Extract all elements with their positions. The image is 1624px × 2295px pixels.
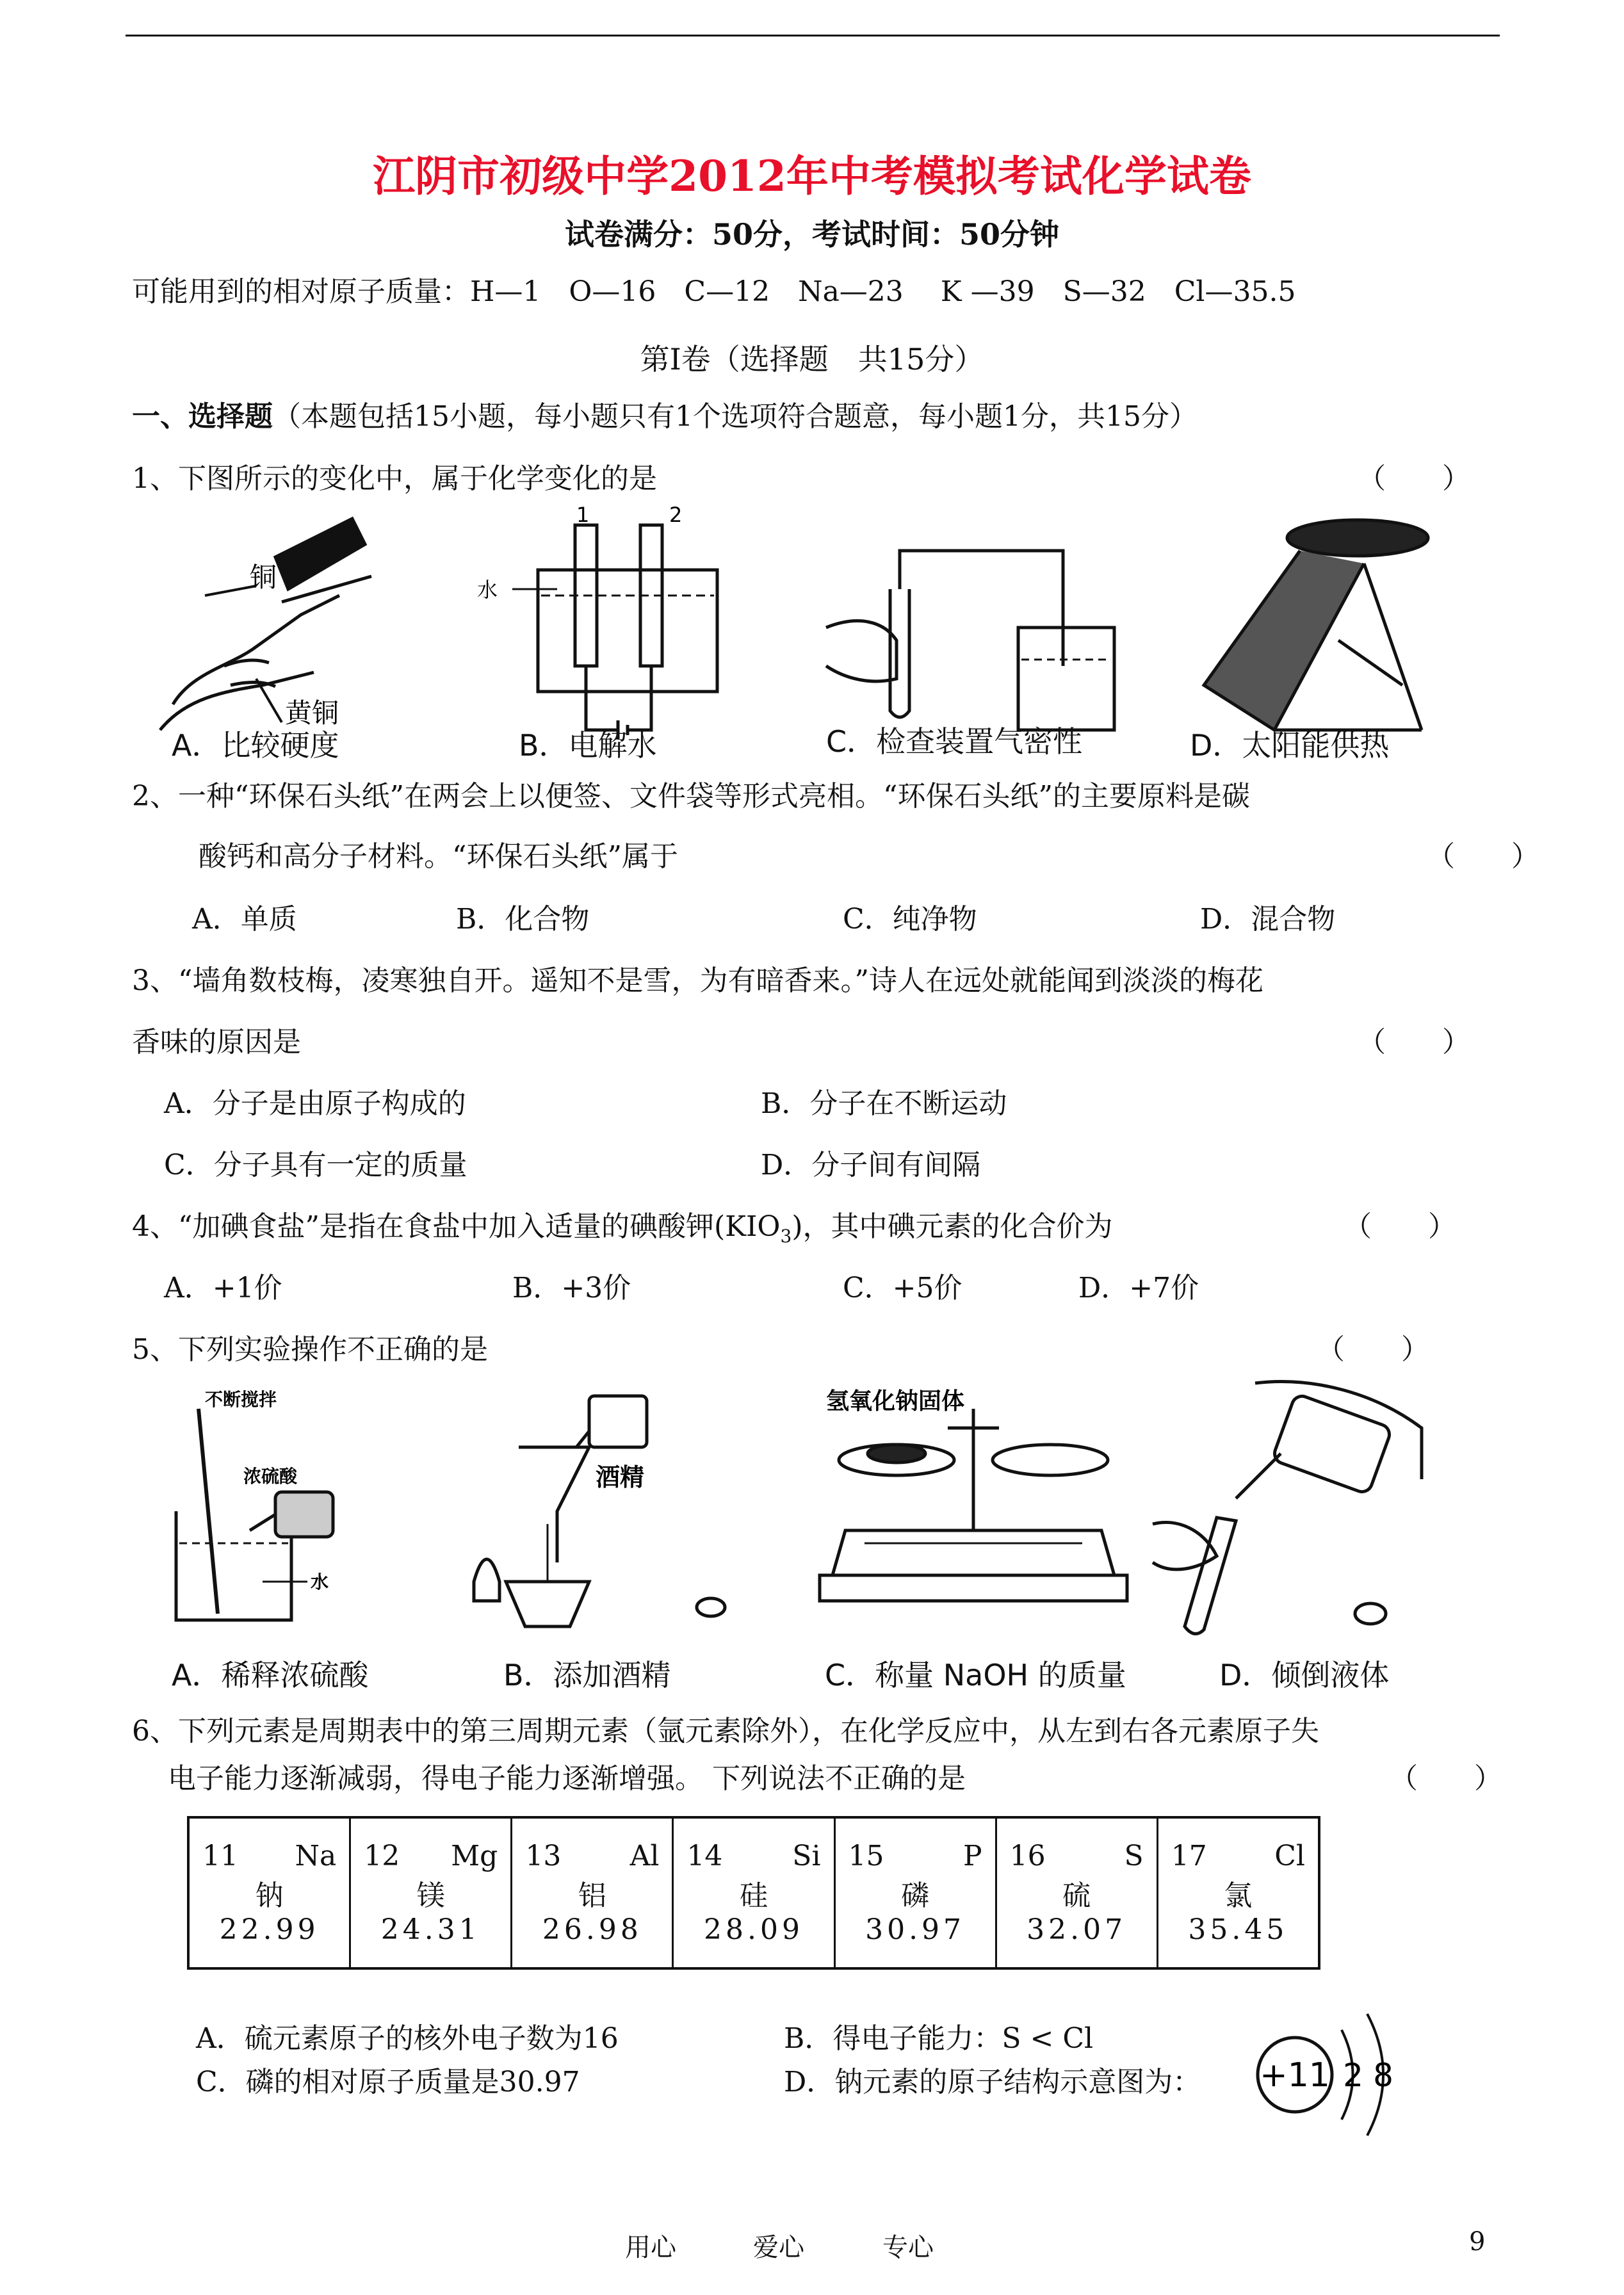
q5-caption-b: B．添加酒精: [503, 1658, 671, 1692]
q1-stem: 1、下图所示的变化中，属于化学变化的是: [132, 462, 657, 495]
q1-figure-b: [512, 525, 717, 740]
exam-info: 试卷满分：50分，考试时间：50分钟: [564, 217, 1060, 252]
q2-option-a: A．单质: [192, 903, 297, 936]
part-title: 一、选择题: [132, 400, 273, 433]
q3-option-a: A．分子是由原子构成的: [164, 1087, 466, 1120]
q5-figure-d: [1153, 1382, 1422, 1634]
q2-option-d: D．混合物: [1200, 903, 1336, 936]
q6-stem-line1: 6、下列元素是周期表中的第三周期元素（氩元素除外），在化学反应中，从左到右各元素原子失: [132, 1715, 1319, 1748]
q1-label-tube1: 1: [576, 503, 590, 527]
q4-option-c: C．+5价: [843, 1272, 962, 1304]
q4-option-d: D．+7价: [1078, 1272, 1199, 1304]
q2-option-b: B．化合物: [456, 903, 590, 936]
q3-option-d: D．分子间有间隔: [761, 1149, 981, 1181]
section-heading: 第Ⅰ卷（选择题 共15分）: [640, 342, 984, 377]
atom-shell-2: 8: [1373, 2057, 1393, 2094]
q6-option-a: A．硫元素原子的核外电子数为16: [196, 2022, 619, 2055]
q1-caption-d: D．太阳能供热: [1190, 728, 1390, 763]
q3-option-b: B．分子在不断运动: [761, 1087, 1007, 1120]
q1-figure-d: [1204, 520, 1428, 730]
sodium-atom-diagram: [1255, 1985, 1422, 2145]
footer-word-2: 爱心: [753, 2233, 804, 2262]
q1-label-copper: 铜: [250, 562, 277, 593]
q1-answer-paren: （ ）: [1358, 462, 1470, 495]
q1-caption-b: B．电解水: [519, 728, 657, 763]
q5-figure-a: [176, 1409, 333, 1620]
q6-option-c: C．磷的相对原子质量是30.97: [196, 2066, 580, 2098]
element-cell-cl: 17 Cl 氯 35.45: [1157, 1817, 1319, 1968]
page-number: 9: [1469, 2227, 1486, 2257]
element-cell-s: 16 S 硫 32.07: [996, 1817, 1157, 1968]
q1-figure-c: [826, 551, 1114, 730]
q4-answer-paren: （ ）: [1344, 1210, 1456, 1243]
page-title: 江阴市初级中学2012年中考模拟考试化学试卷: [373, 151, 1251, 201]
q4-option-b: B．+3价: [512, 1272, 631, 1304]
element-cell-na: 11 Na 钠 22.99: [188, 1817, 350, 1968]
q5-label-water: 水: [311, 1571, 329, 1593]
q1-caption-c: C．检查装置气密性: [826, 724, 1083, 759]
q5-label-naoh: 氢氧化钠固体: [826, 1388, 965, 1415]
q5-figure-b: [474, 1396, 725, 1626]
top-rule: [126, 35, 1500, 36]
q4-stem: [132, 1210, 1112, 1247]
q4-option-a: A．+1价: [164, 1272, 282, 1304]
q5-answer-paren: （ ）: [1317, 1333, 1429, 1366]
q3-option-c: C．分子具有一定的质量: [164, 1149, 467, 1181]
q3-stem-line1: 3、“墙角数枝梅，凌寒独自开。遥知不是雪，为有暗香来。”诗人在远处就能闻到淡淡的梅花: [132, 964, 1263, 997]
q5-figures: [154, 1370, 1466, 1639]
footer-word-3: 专心: [882, 2233, 934, 2262]
q6-option-b: B．得电子能力：S < Cl: [784, 2022, 1094, 2055]
q5-caption-c: C．称量 NaOH 的质量: [825, 1658, 1126, 1692]
q2-stem-line2: 酸钙和高分子材料。“环保石头纸”属于: [199, 840, 678, 873]
q3-answer-paren: （ ）: [1358, 1026, 1470, 1058]
footer-word-1: 用心: [625, 2233, 676, 2262]
q1-label-tube2: 2: [669, 503, 683, 527]
q4-stem-b: )，其中碘元素的化合价为: [792, 1210, 1113, 1243]
q5-label-alcohol: 酒精: [596, 1463, 645, 1491]
atom-nucleus: +11: [1260, 2056, 1330, 2095]
q4-stem-sub: 3: [780, 1225, 792, 1247]
q5-label-stir: 不断搅拌: [205, 1389, 277, 1410]
atomic-masses: 可能用到的相对原子质量：H—1 O—16 C—12 Na—23 K —39 S—32 Cl—35.5: [132, 275, 1296, 308]
q5-label-acid: 浓硫酸: [243, 1466, 298, 1487]
q2-answer-paren: （ ）: [1427, 840, 1539, 873]
periodic-table-row: [187, 1816, 1320, 1970]
part-note: （本题包括15小题，每小题只有1个选项符合题意，每小题1分，共15分）: [273, 400, 1198, 433]
q5-stem: 5、下列实验操作不正确的是: [132, 1333, 488, 1366]
q5-caption-a: A．稀释浓硫酸: [172, 1658, 369, 1692]
atom-shell-1: 2: [1343, 2057, 1363, 2094]
q4-stem-a: 4、“加碘食盐”是指在食盐中加入适量的碘酸钾(KIO: [132, 1210, 781, 1243]
q1-label-brass: 黄铜: [285, 697, 339, 729]
q1-figure-a: [160, 519, 371, 730]
q2-option-c: C．纯净物: [843, 903, 977, 936]
q3-stem-line2: 香味的原因是: [132, 1026, 301, 1058]
element-cell-mg: 12 Mg 镁 24.31: [350, 1817, 512, 1968]
q1-label-water: 水: [477, 578, 498, 602]
q2-stem-line1: 2、一种“环保石头纸”在两会上以便签、文件袋等形式亮相。“环保石头纸”的主要原料是碳: [132, 780, 1250, 813]
q1-caption-a: A．比较硬度: [172, 728, 339, 763]
element-cell-p: 15 P 磷 30.97: [834, 1817, 996, 1968]
q6-answer-paren: （ ）: [1390, 1762, 1502, 1795]
q5-figure-c: [820, 1409, 1127, 1601]
element-cell-al: 13 Al 铝 26.98: [512, 1817, 673, 1968]
q6-option-d: D．钠元素的原子结构示意图为：: [784, 2066, 1201, 2098]
part-heading: [132, 400, 1198, 434]
element-cell-si: 14 Si 硅 28.09: [673, 1817, 834, 1968]
q6-stem-line2: 电子能力逐渐减弱，得电子能力逐渐增强。 下列说法不正确的是: [168, 1762, 966, 1795]
q5-caption-d: D．倾倒液体: [1219, 1658, 1390, 1692]
